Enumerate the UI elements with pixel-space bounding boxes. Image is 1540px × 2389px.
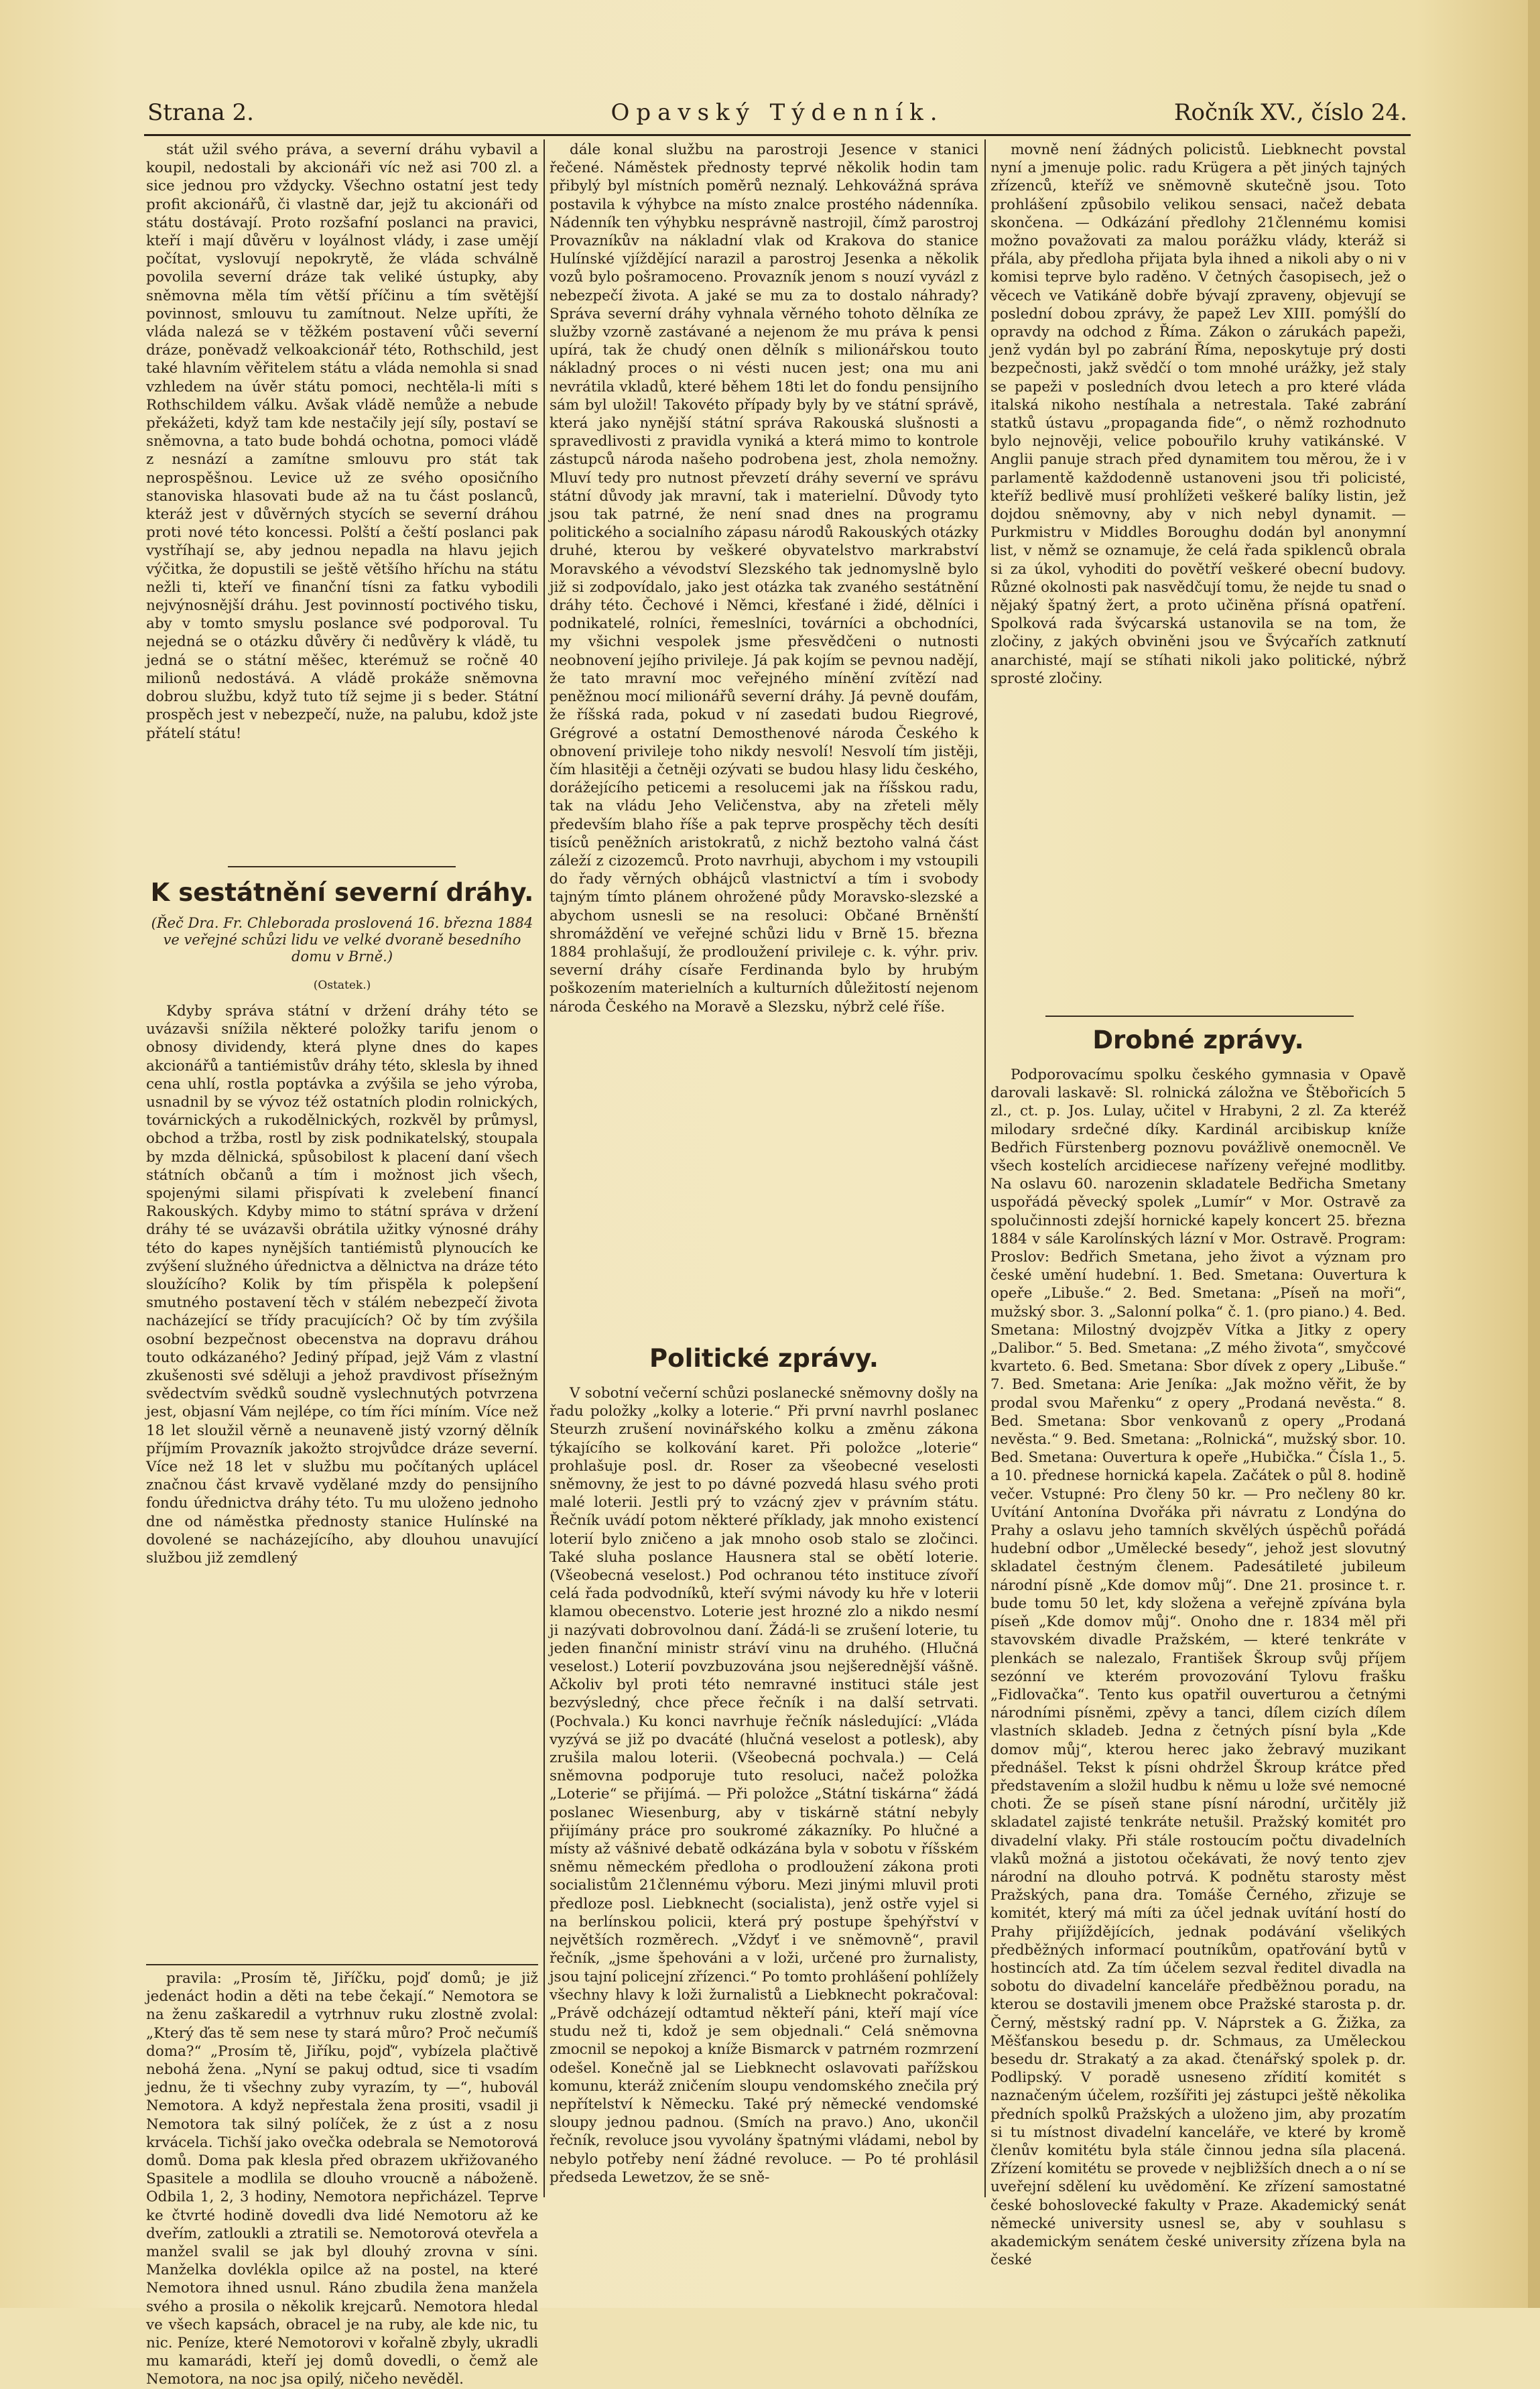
masthead-title: Opavský Týdenník. xyxy=(611,99,944,126)
news-rule xyxy=(1045,1016,1354,1017)
page-header xyxy=(147,93,1407,133)
section-rule xyxy=(228,866,456,867)
article-title: K sestátnění severní dráhy. xyxy=(150,878,534,907)
news-heading: Drobné zprávy. xyxy=(1092,1026,1304,1054)
politics-heading: Politické zprávy. xyxy=(649,1344,879,1373)
story-rule xyxy=(146,1964,538,1965)
story-text-col1: pravila: „Prosím tě, Jiříčku, pojď domů; je již jedenáct hodin a děti na tebe čekají.“ Nemotora se na ženu zaškaredil a vytrhnuv ruku zlostně zvolal: „Který ďas tě sem nese ty stará můro? Proč nečumíš doma?“ „Prosím tě, Jiříku, pojď“, vybízela plačtivě nebohá žena. „Nyní se pakuj odtud, sice ti vsadím jednu, že ti všechny zuby vyrazím, ty —“, hubovál Nemotora. A když nepřestala žena prositi, vsadil ji Nemotora tak silný políček, že z úst a z nosu krvácela. Tichší jako ovečka odebrala se Nemotorová domů. Doma pak klesla před obrazem ukřižovaného Spasitele a modlila se dlouho vroucně a náboženě. Odbila 1, 2, 3 hodiny, Nemotora nepřicházel. Teprve ke čtvrté hodině dovedli dva lidé Nemotoru až ke dveřím, zatloukli a ztratili se. Nemotorová otevřela a manžel svalil se jak byl dlouhý zrovna v síni. Manželka dovlékla opilce až na postel, na které Nemotora ihned usnul. Ráno zbudila žena manžela svého a prosila o několik krejcarů. Nemotora hledal ve všech kapsách, obracel je na ruby, ale kde nic, tu nic. Peníze, které Nemotorovi v kořalně zbyly, ukradli mu kamarádi, kteří jej domů dovedli, o čemž ale Nemotora, na noc jsa opilý, ničeho nevěděl. xyxy=(146,1970,538,2388)
page-number: Strana 2. xyxy=(147,99,254,126)
politics-text-col3: movně není žádných policistů. Liebknecht povstal nyní a jmenuje polic. radu Krügera a pět jiných tajných zřízenců, kteříž ve sněmovně skutečně jsou. Toto prohlášení způsobilo velikou sensaci, načež debata skončena. — Odkázání předlohy 21člennému komisi možno považovati za malou porážku vlády, kteráž si přála, aby předloha přijata byla ihned a nikoli aby o ni v komisi teprve bylo raděno. V četných časopisech, jež o věcech ve Vatikáně dobře bývají zpraveny, objevují se poslední dobou zprávy, že papež Lev XIII. pomýšlí do opravdy na odchod z Říma. Zákon o zárukách papeži, jenž vydán byl po zabrání Říma, neposkytuje prý dosti bezpečnosti, jakž svědčí o tom mnohé urážky, jež staly se papeži v posledních dvou letech a pro které vláda italská nikoho nestíhala a netrestala. Také zabrání statků ústavu „propaganda fide“, o němž rozhodnuto bylo nejnověji, velice pobouřilo kruhy vatikánské. V Anglii panuje strach před dynamitem tou měrou, že i v parlamentě každodenně ustanoveni jsou tři policisté, kteříž bedlivě musí prohlížeti veškeré balíky listin, jež dojdou sněmovny, aby v nich nebyl dynamit. — Purkmistru v Middles Boroughu dodán byl anonymní list, v němž se oznamuje, že celá řada spiklenců obrala si za úkol, vyhoditi do povětří veškeré obecní budovy. Různé okolnosti pak nasvědčují tomu, že nejde tu snad o nějaký špatný žert, a proto učiněna přísná opatření. Spolková rada švýcarská ustanovila se na tom, že zločiny, z jakých obviněni jsou ve Švýcařích zatknutí anarchisté, mají se stíhati nikoli jako politické, nýbrž sprosté zločiny. xyxy=(990,141,1406,687)
article-subtitle: (Řeč Dra. Fr. Chleborada proslovená 16. března 1884 ve veřejné schůzi lidu ve velké dvoraně besedního domu v Brně.) xyxy=(151,915,533,965)
politics-text-col2: V sobotní večerní schůzi poslanecké sněmovny došly na řadu položky „kolky a loterie.“ Při první navrhl poslanec Steurzh zrušení novinářského kolku a změnu zákona týkajícího se kolkování karet. Při položce „loterie“ prohlašuje posl. dr. Roser za všeobecné veselosti sněmovny, že jest to po dávné pozvedá hlasu svého proti malé loterii. Jestli prý to vzácný zjev v právním státu. Řečník uvádí potom některé příklady, jak mnoho existencí loterií bylo zničeno a jak mnoho osob stalo se zločinci. Také sluha poslance Hausnera stal se obětí loterie. (Všeobecná veselost.) Pod ochranou této instituce zívoří celá řada podvodníků, kteří svými návody ku hře v loterii klamou obecenstvo. Loterie jest hrozné zlo a nikdo nesmí ji nazývati dobrovolnou daní. Žádá-li se zrušení loterie, tu jeden finanční ministr stráví vinu na druhého. (Hlučná veselost.) Loterií povzbuzována jsou nejšerednější vášně. Ačkoliv byl proti této nemravné instituci stále jest bezvýsledný, chce přece řečník i na další setrvati. (Pochvala.) Ku konci navrhuje řečník následující: „Vláda vyzývá se již po dvacáté (hlučná veselost a potlesk), aby zrušila malou loterii. (Všeobecná pochvala.) — Celá sněmovna podporuje tuto resoluci, načež položka „Loterie“ se přijímá. — Při položce „Státní tiskárna“ žádá poslanec Wiesenburg, aby v tiskárně státní nebyly přijímány práce pro soukromé zákazníky. Po hlučné a místy až vášnivé debatě odkázána byla v sobotu v říšském sněmu německém předloha o prodloužení zákona proti socialistům 21člennému výboru. Mezi jinými mluvil proti předloze posl. Liebknecht (socialista), jenž ostře vyjel si na berlínskou policii, která prý postupe špehýřství v největších rozměrech. „Vždyť i ve sněmovně“, pravil řečník, „jsme špehováni a v loži, určené pro žurnalisty, jsou tajní policejní zřízenci.“ Po tomto prohlášení pohlížely všechny hlavy k loži žurnalistů a Liebknecht pokračoval: „Právě odcházejí odtamtud někteří páni, kteří mají více studu než ti, kdož je sem objednali.“ Celá sněmovna zmocnil se nepokoj a kníže Bismarck v patrném rozmrzení odešel. Konečně jal se Liebknecht oslavovati pařížskou komunu, kteráž zničením sloupu vendomského znečila prý nepřítelství k Německu. Také prý německé vendomské sloupy jednou padnou. (Smích na pravo.) Ano, ukončil řečník, revoluce jsou vyvolány špatnými vládami, nebol by nebylo potřeby není žádné revoluce. — Po té prohlásil předseda Lewetzov, že se sně- xyxy=(550,1385,978,2186)
issue-info: Ročník XV., číslo 24. xyxy=(1173,99,1407,126)
news-text-col3: Podporovacímu spolku českého gymnasia v Opavě darovali laskavě: Sl. rolnická záložna ve Štěbořicích 5 zl., ct. p. Jos. Lulay, učitel v Hrabyni, 2 zl. Za kteréž milodary srdečné díky. Kardinál arcibiskup kníže Bedřich Fürstenberg poznovu povážlivě onemocněl. Ve všech kostelích arcidiecese nařízeny veřejné modlitby. Na oslavu 60. narozenin skladatele Bedřicha Smetany uspořádá pěvecký spolek „Lumír“ v Mor. Ostravě za spolučinnosti zdejší hornické kapely koncert 25. března 1884 v sále Karolínských lázní v Mor. Ostravě. Program: Proslov: Bedřich Smetana, jeho život a význam pro české umění hudební. 1. Bed. Smetana: Ouvertura k opeře „Libuše.“ 2. Bed. Smetana: „Píseň na moři“, mužský sbor. 3. „Salonní polka“ č. 1. (pro piano.) 4. Bed. Smetana: Milostný dvojzpěv Vítka a Jitky z opery „Dalibor.“ 5. Bed. Smetana: „Z mého života“, smyčcové kvarteto. 6. Bed. Smetana: Sbor dívek z opery „Libuše.“ 7. Bed. Smetana: Arie Jeníka: „Jak možno věřit, že by prodal svou Mařenku“ z opery „Prodaná nevěsta.“ 8. Bed. Smetana: Sbor venkovanů z opery „Prodaná nevěsta.“ 9. Bed. Smetana: „Rolnická“, mužský sbor. 10. Bed. Smetana: Ouvertura k opeře „Hubička.“ Čísla 1., 5. a 10. přednese hornická kapela. Začátek o půl 8. hodině večer. Vstupné: Pro členy 50 kr. — Pro nečleny 80 kr. Uvítání Antonína Dvořáka při návratu z Londýna do Prahy a oslavu jeho tamních skvělých úspěchů pořádá hudební odbor „Umělecké besedy“, jehož jest slovutný skladatel čestným členem. Padesátileté jubileum národní písně „Kde domov můj“. Dne 21. prosince t. r. bude tomu 50 let, kdy složena a veřejně zpívána byla píseň „Kde domov můj“. Onoho dne r. 1834 měl při stavovském divadle Pražském, — které tenkráte v plenkách se nalezalo, František Škroup svůj příjem sezónní ve kterém provozování Tylovu frašku „Fidlovačka“. Tento kus opatřil ouverturou a četnými národními písněmi, zpěvy a tanci, dílem cizích dílem vlastních skladeb. Jedna z četných písní byla „Kde domov můj“, kterou herec jako žebravý muzikant přednášel. Tekst k písni ohdržel Škroup krátce před představením a složil hudbu k němu u lože své nemocné choti. Že se píseň stane písní národní, určitěly již skladatel zajisté tenkráte netušil. Pražský komitét pro divadelní vlaky. Při stále rostoucím počtu divadelních vlaků možná a jistotou očekávati, že nový tento zjev národní na dlouho potrvá. K podnětu starosty měst Pražských, pana dra. Tomáše Černého, zřizuje se komitét, který má míti za účel jednak uvítání hostí do Prahy přijíždějících, jednak podávání všelikých předběžných informací poutníkům, opatřování bytů v hostincích atd. Za tím účelem sezval ředitel divadla na sobotu do divadelní kanceláře předběžnou poradu, na kterou se dostavili jmenem obce Pražské starosta p. dr. Černý, městský radní pp. V. Náprstek a G. Žižka, za Měšťanskou besedu p. dr. Schmaus, za Uměleckou besedu dr. Strakatý a za akad. čtenářský spolek p. dr. Podlipský. V poradě usneseno zřídití komitét s naznačeným účelem, rozšířiti jej zástupci ještě několika předních spolků Pražských a uloženo jim, aby prozatím si tu místnost divadelní kanceláře, ve které by kromě členův komitétu byla stále činnou jedna síla placená. Zřízení komitétu se provede v nejbližších dnech a o ní se uveřejní sdělení ku uvědomění. Ke zřízení samostatné české bohoslovecké fakulty v Praze. Akademický senát německé university usnesl se, aby v souhlasu s akademickým senátem české university zřízena byla na české xyxy=(990,1066,1406,2269)
header-rule xyxy=(144,134,1411,136)
article-text-col1-mid: Kdyby správa státní v držení dráhy této se uvázavši snížila některé položky tarifu jenom o obnosy dividendy, která plyne dnes do kapes akcionářů a tantiémistův dráhy této, sklesla by ihned cena uhlí, rostla poptávka a zvýšila se jeho výroba, usnadnil by se vývoz též ostatních plodin rolnických, továrnických a rukodělnických, rozkvěl by průmysl, obchod a tržba, rostl by zisk podnikatelský, stoupala by mzda dělnická, spůsobilost k placení daní všech státních občanů a tím i možnost jich všech, spojenými silami přispívati k zvelebení financí Rakouských. Kdyby mimo to státní správa v držení dráhy té se uvázavši obrátila užitky výnosné dráhy této do kapes nynějších tantiémistů plynoucích ke zvýšení služného úřednictva a dělnictva na dráze této sloužícího? Kolik by tím přispěla k polepšení smutného postavení těch v stálém nebezpečí života nacházející se třídy pracujících? Oč by tím zvýšila osobní bezpečnost obecenstva na dopravu dráhou touto odkázaného? Jediný případ, jejž Vám z vlastní zkušenosti své sděluji a jehož pravdivost přísežným svědectvím svědků soudně vyslechnutých potvrzena jest, objasní Vám nejlépe, co tím říci míním. Více než 18 let sloužil věrně a neunaveně jistý vzorný dělník příjmím Provazník jakožto strojvůdce dráze severní. Více než 18 let v službu mu počítaných uplácel značnou část krvavě vydělané mzdy do pensijního fondu úřednictva dráhy této. Tu mu uloženo jednoho dne od náměstka přednosty stanice Hulínské na dovolené se nacházejícího, aby dlouhou unavující službou již zemdlený xyxy=(146,1003,538,1567)
article-text-col1-top: stát užil svého práva, a severní dráhu vybavil a koupil, nedostali by akcionáři víc než asi 700 zl. a sice jednou pro vždycky. Všechno ostatní jest tedy profit akcionářů, či vlastně dar, jejž tu akcionáři od státu dostávají. Proto rozšafní poslanci na pravici, kteří i mají důvěru v loyálnost vlády, i zase umějí počítat, vyslovují nepokrytě, že vláda schválně povolila severní dráze tak veliké ústupky, aby sněmovna měla tím větší příčinu a tím světější povinnost, smlouvu tu zamítnout. Nelze upříti, že vláda nalezá se v těžkém postavení vůči severní dráze, poněvadž velkoakcionář této, Rothschild, jest také hlavním věřitelem státu a vláda nemohla si snad vzhledem na úvěr státu pomoci, nechtěla-li míti s Rothschildem válku. Avšak vládě nemůže a nebude překážeti, když tam kde nestačily její síly, postaví se sněmovna, a tato bude bohdá ochotna, pomoci vládě z nesnází a zamítne smlouvu pro stát tak neprospěšnou. Levice už ze svého oposičního stanoviska hlasovati bude až na tu část poslanců, kteráž jest v důvěrných stycích se severní dráhou proti nové této koncessi. Polští a čeští poslanci pak vystříhají se, aby jednou nepadla na hlavu jejich výčitka, že dopustili se ještě většího hříchu na státu nežli ti, kteří ve finanční tísni za fatku vybodili nejvýnosnější dráhu. Jest povinností poctivého tisku, aby v tomto smyslu poslance své podporoval. Tu nejedná se o otázku důvěry či nedůvěry k vládě, tu jedná se o státní měšec, kterémuž se ročně 40 milionů nedostává. A vládě prokáže sněmovna dobrou službu, když tuto tíž sejme ji s beder. Státní prospěch jest v nebezpečí, nuže, na palubu, kdož jste přátelí státu! xyxy=(146,141,538,742)
page-edge xyxy=(1528,0,1540,2308)
column-divider-2 xyxy=(984,139,986,2197)
article-note: (Ostatek.) xyxy=(313,979,371,992)
column-divider-1 xyxy=(543,139,545,2197)
article-text-col2: dále konal službu na parostroji Jesence v stanici řečené. Náměstek přednosty teprvé několik hodin tam přibylý byl místních poměrů neznalý. Lehkovážná správa postavila k výhybce na místo znalce prostého nádenníka. Nádenník ten výhybku nesprávně nastrojil, čímž parostroj Provazníkův na nákladní vlak od Krakova do stanice Hulínské vjíždějící narazil a parostroj Jesenka a několik vozů bylo pošramoceno. Provazník jenom s nouzí vyvázl z nebezpečí života. A jaké se mu za to dostalo náhrady? Správa severní dráhy vyhnala věrného tohoto dělníka ze služby vzorně zastávané a nejenom že mu práva k pensi upírá, tak že chudý onen dělník s milionářskou touto nákladný proces o ni vésti nucen jest; ona mu ani nevrátila vkladů, které během 18ti let do fondu pensijního sám byl uložil! Takovéto případy byly by ve státní správě, která jako nynější státní správa Rakouská slušnosti a spravedlivosti z pravidla vyniká a která mimo to kontrole zástupců národa našeho podrobena jest, zhola nemožny. Mluví tedy pro nutnost převzetí dráhy severní ve správu státní důvody jak mravní, tak i materielní. Důvody tyto jsou tak patrné, že není snad dnes na programu politického a socialního zápasu národů Rakouských otázky druhé, kterou by veškeré obyvatelstvo markrabství Moravského a vévodství Slezského tak jednomyslně bylo již si zodpovídalo, jako jest otázka tak zvaného sestátnění dráhy této. Čechové i Němci, křesťané i židé, dělníci i podnikatelé, rolníci, řemeslníci, továrníci a obchodníci, my všichni vespolek jsme přesvědčeni o nutnosti neobnovení jejího privileje. Já pak kojím se pevnou nadějí, že tato mravní moc veřejného mínění zvítězí nad peněžnou mocí milionářů severní dráhy. Já pevně doufám, že říšská rada, pokud v ní zasedati budou Riegrové, Grégrové a ostatní Demosthenové národa Českého k obnovení privileje toho nikdy nesvolí! Nesvolí tím jistěji, čím hlasitěji a četněji ozývati se budou hlasy lidu českého, dorážejícího peticemi a resolucemi jak na říšskou radu, tak na vládu Jeho Veličenstva, aby na zřeteli měly především blaho říše a pak teprve prospěchy těch desíti tisíců peněžních aristokratů, z nichž beztoho valná část záleží z cizozemců. Proto navrhuji, abychom i my vstoupili do řady věrných obhájců vlastnictví a tím i svobody tajným tímto plánem ohrožené půdy Moravsko-slezské a abychom usnesli se na resoluci: Občané Brněnští shromáždění ve veřejné schůzi lidu v Brně 15. března 1884 prohlašují, že prodloužení privileje c. k. výhr. priv. severní dráhy císaře Ferdinanda bylo by hrubým poškozením materielních a kulturních důležitostí nejenom národa Českého na Moravě a Slezsku, nýbrž celé říše. xyxy=(550,141,978,1016)
